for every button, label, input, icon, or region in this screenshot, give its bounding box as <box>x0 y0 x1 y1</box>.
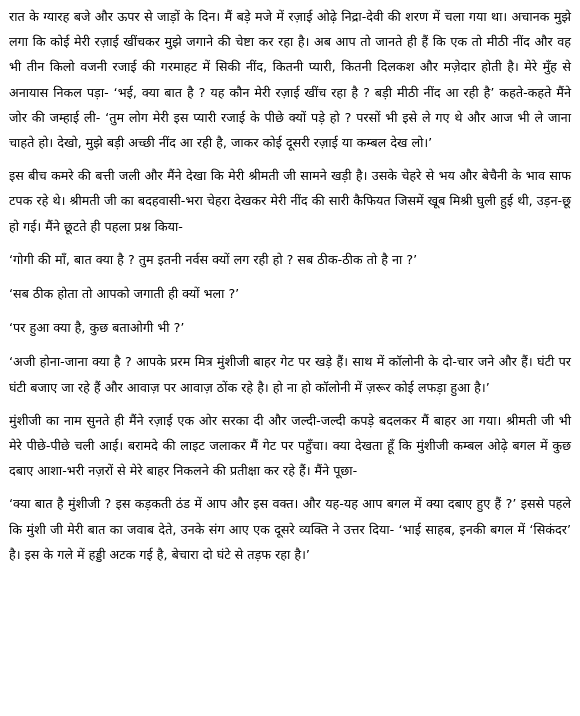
paragraph-7: मुंशीजी का नाम सुनते ही मैंने रज़ाई एक ओर सरका दी और जल्दी-जल्दी कपड़े बदलकर मैं बाहर आ गया। श्रीमती जी भी मेरे पीछे-पीछे चली आई। बरामदे की लाइट जलाकर मैं गेट पर पहुँचा। क्या देखता हूँ कि मुंशीजी कम्बल ओढ़े बगल में कुछ दबाए आशा-भरी नज़रों से मेरे बाहर निकलने की प्रतीक्षा कर रहे हैं। मैंने पूछा- <box>9 412 571 479</box>
paragraph-4: ‘सब ठीक होता तो आपको जगाती ही क्यों भला ?’ <box>9 286 240 302</box>
paragraph-3: ‘गोगी की माँ, बात क्या है ? तुम इतनी नर्वस क्यों लग रही हो ? सब ठीक-ठीक तो है ना ?’ <box>9 251 418 267</box>
paragraph-5: ‘पर हुआ क्या है, कुछ बताओगी भी ?’ <box>9 320 185 336</box>
paragraph-6: ‘अजी होना-जाना क्या है ? आपके प्ररम मित्र मुंशीजी बाहर गेट पर खड़े हैं। साथ में कॉलोनी के दो-चार जने और हैं। घंटी पर घंटी बजाए जा रहे हैं और आवाज़ पर आवाज़ ठोंक रहे है। हो ना हो कॉलोनी में ज़रूर कोई लफड़ा हुआ है।’ <box>9 354 571 395</box>
paragraph-1: रात के ग्यारह बजे और ऊपर से जाड़ों के दिन। मैं बड़े मजे में रज़ाई ओढ़े निद्रा-देवी की शरण में चला गया था। अचानक मुझे लगा कि कोई मेरी रज़ाई खींचकर मुझे जगाने की चेष्टा कर रहा है। अब आप तो जानते ही हैं कि एक तो मीठी नींद और वह भी तीन किलो वजनी रजाई की गरमाहट में सिकी नींद, कितनी प्यारी, कितनी दिलकश और मज़ेदार होती है। मेरे मुँह से अनायास निकल पड़ा- ‘भई, क्या बात है ? यह कौन मेरी रज़ाई खींच रहा है ? बड़ी मीठी नींद आ रही है’ कहते-कहते मैंने जोर की जम्हाई ली- ‘तुम लोग मेरी इस प्यारी रजाई के पीछे क्यों पड़े हो ? परसों भी इसे ले गए थे और आज भी ले जाना चाहते हो। देखो, मुझे बड़ी अच्छी नींद आ रही है, जाकर कोई दूसरी रज़ाई या कम्बल देख लो।’ <box>9 9 571 151</box>
paragraph-8: ‘क्या बात है मुंशीजी ? इस कड़कती ठंड में आप और इस वक्त। और यह-यह आप बगल में क्या दबाए हुए हैं ?’ इससे पहले कि मुंशी जी मेरी बात का जवाब देते, उनके संग आए एक दूसरे व्यक्ति ने उत्तर दिया- ‘भाई साहब, इनकी बगल में ‘सिकंदर’ है। इस के गले में हड्डी अटक गई है, बेचारा दो घंटे से तड़फ रहा है।’ <box>9 496 571 562</box>
paragraph-2: इस बीच कमरे की बत्ती जली और मैंने देखा कि मेरी श्रीमती जी सामने खड़ी है। उसके चेहरे से भय और बेचैनी के भाव साफ टपक रहे थे। श्रीमती जी का बदहवासी-भरा चेहरा देखकर मेरी नींद की सारी कैफियत जिसमें खूब मिश्री घुली हुई थी, उड़न-छू हो गई। मैंने छूटते ही पहला प्रश्न किया- <box>9 168 571 234</box>
